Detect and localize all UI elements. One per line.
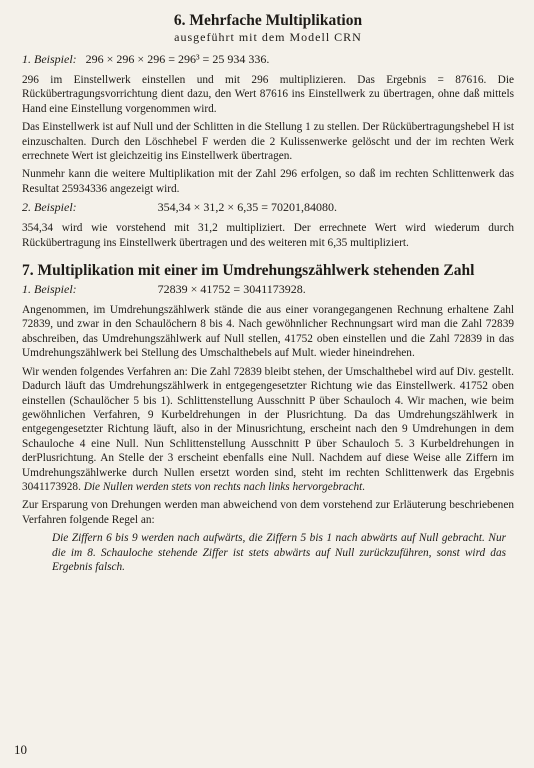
- paragraph: Das Einstellwerk ist auf Null und der Schlitten in die Stellung 1 zu stellen. Der Rückübertragungshebel H ist einzuschalten. Durch den Löschhebel F werden die 2 Kulissenwerke gelöscht und der im rechten Werk errechnete Wert ist gleichzeitig ins Einstellwerk übertragen.: [22, 121, 514, 163]
- example-2-line: [22, 200, 514, 215]
- example-1-formula: 296 × 296 × 296 = 296³ = 25 934 336.: [85, 52, 270, 66]
- example-3-label: 1. Beispiel:: [22, 282, 77, 297]
- example-1-label: 1. Beispiel:: [22, 52, 77, 66]
- section-6-subtitle: ausgeführt mit dem Modell CRN: [174, 30, 362, 44]
- page-number: 10: [14, 742, 27, 757]
- example-3-formula: 72839 × 41752 = 3041173928.: [157, 282, 306, 297]
- paragraph: 296 im Einstellwerk einstellen und mit 296 multiplizieren. Das Ergebnis = 87616. Die Rückübertragungsvorrichtung dient dazu, den Wert 87616 ins Einstellwerk zu übertragen, ohne daß mittels Hand eine Einstellung vorgenommen wird.: [22, 74, 514, 115]
- paragraph-text: Wir wenden folgendes Verfahren an: Die Zahl 72839 bleibt stehen, der Umschalthebel wird auf Div. gestellt. Dadurch läuft das Umdrehungszählwerk in entgegengesetzter Richtung wie das Einstellwerk. 41752 oben einstellen (Schaulöcher 5 bis 1). Schlittenstellung Ausschnitt P über Schauloch 4. Wir machen, wie beim gewöhnlichen Verfahren, 9 Kurbeldrehungen in der Plusrichtung. Da das Umdrehungszählwerk in entgegengesetzter Richtung läuft, also in der Minusrichtung, erscheint nach den 9 Umdrehungen in dem Schauloche 4 eine Null. Nun Schlittenstellung Ausschnitt P über Schauloch 5. 3 Kurbeldrehungen in derPlusrichtung. An Stelle der 3 erscheint ebenfalls eine Null. Nachdem auf diese Weise alle Ziffern im Umdrehungszählwerke durch Nullen ersetzt worden sind, steht im rechten Schlittenwerk das Ergebnis 3041173928.: [22, 365, 514, 493]
- example-1-line: [22, 52, 514, 67]
- paragraph: 354,34 wird wie vorstehend mit 31,2 multipliziert. Der errechnete Wert wird wiederum durch Rückübertragung ins Einstellwerk übertragen und des weiteren mit 6,35 multipliziert.: [22, 222, 514, 249]
- example-2-formula: 354,34 × 31,2 × 6,35 = 70201,84080.: [157, 200, 337, 215]
- rule-block: Die Ziffern 6 bis 9 werden nach aufwärts, die Ziffern 5 bis 1 nach abwärts auf Null gebracht. Nur die im 8. Schauloche stehende Ziffer ist stets abwärts auf Null zurückzuführen, sonst wird das Ergebnis falsch.: [52, 532, 506, 573]
- paragraph: Zur Ersparung von Drehungen werden man abweichend von dem vorstehend zur Erläuterung beschriebenen Verfahren folgende Regel an:: [22, 499, 514, 526]
- paragraph: [22, 365, 514, 495]
- paragraph: Nunmehr kann die weitere Multiplikation mit der Zahl 296 erfolgen, so daß im rechten Schlittenwerk das Resultat 25934336 angezeigt wird.: [22, 168, 514, 195]
- paragraph-italic-note: Die Nullen werden stets von rechts nach links hervorgebracht.: [83, 480, 366, 493]
- section-6-title: 6. Mehrfache Multiplikation: [173, 12, 363, 29]
- example-3-line: [22, 282, 514, 297]
- example-2-label: 2. Beispiel:: [22, 200, 77, 215]
- paragraph: Angenommen, im Umdrehungszählwerk stände die aus einer vorangegangenen Rechnung erhaltene Zahl 72839, und zwar in den Schaulöchern 8 bis 4. Nach gewöhnlicher Rechnungsart wird man die Zahl 72839 abschreiben, das Umdrehungszählwerk auf Null stellen, 41752 oben einstellen und die Zahl 72839 in das Umdrehungszählwerk bei Stellung des Umschalthebels auf Mult. wieder hineindrehen.: [22, 304, 514, 360]
- section-7-title: 7. Multiplikation mit einer im Umdrehungszählwerk stehenden Zahl: [22, 262, 475, 280]
